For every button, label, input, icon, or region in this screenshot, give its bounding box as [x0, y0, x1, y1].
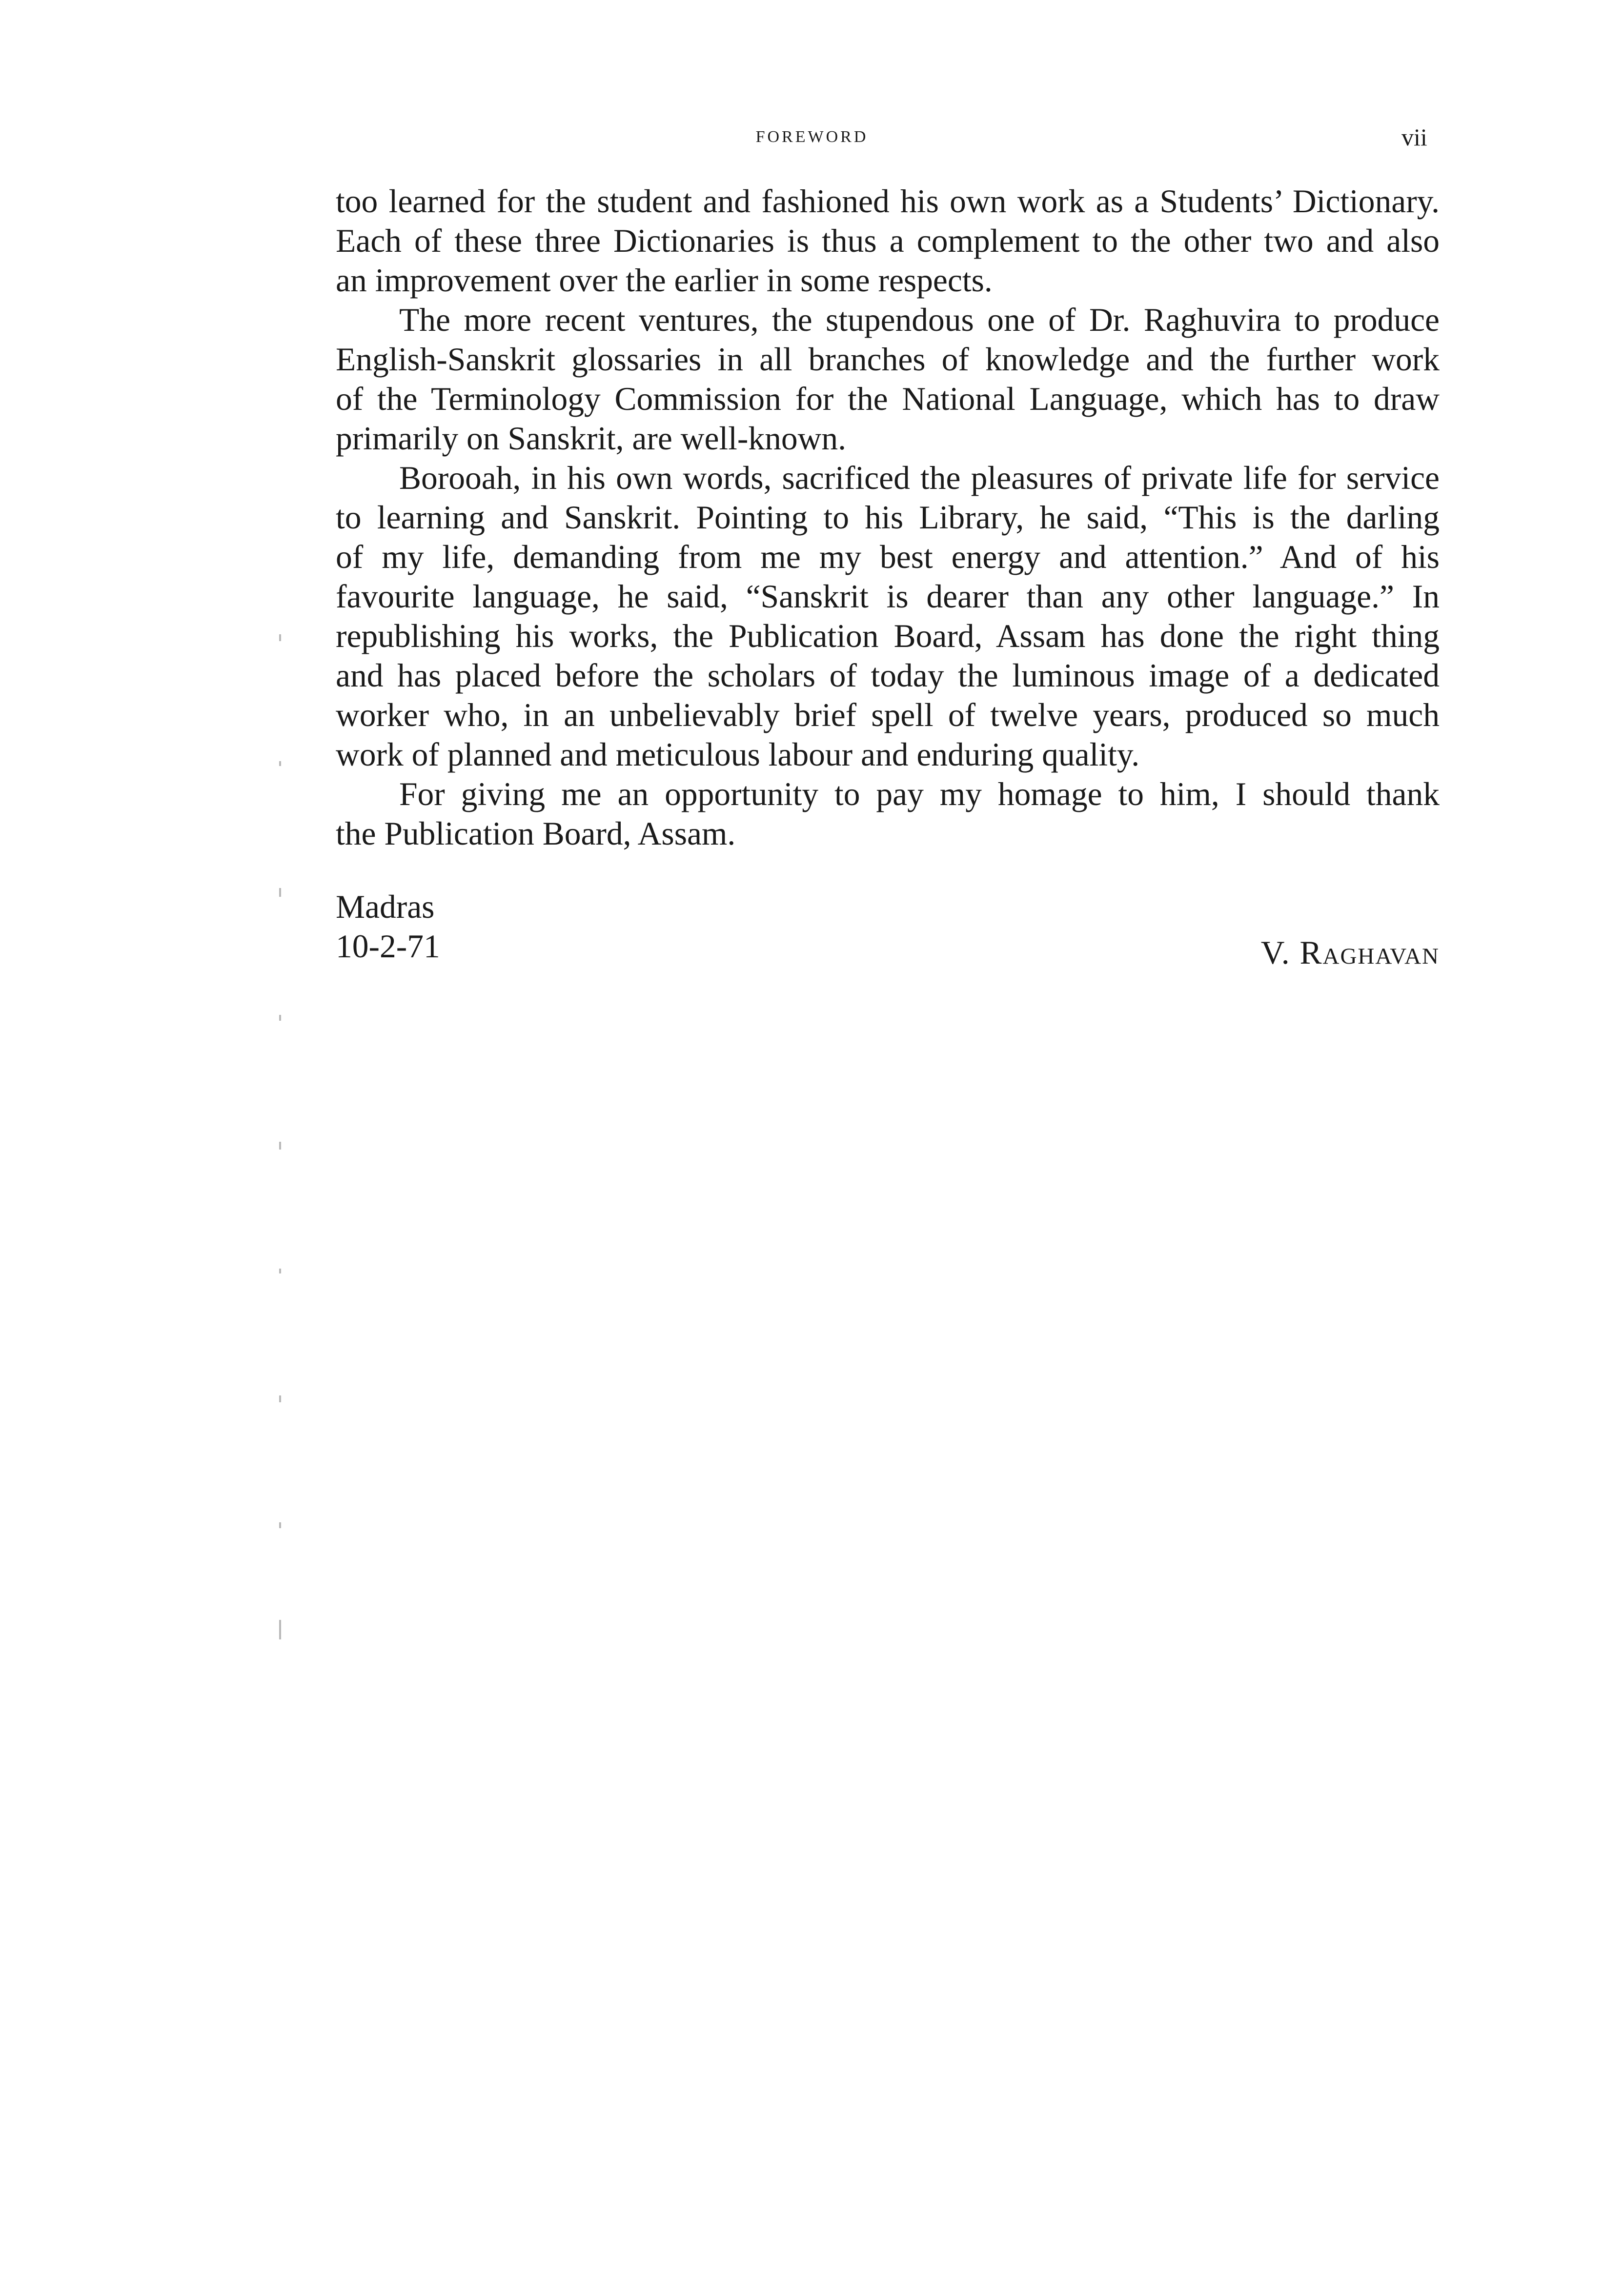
paragraph-3	[336, 458, 1440, 774]
text-line: the Publication Board, Assam.	[336, 815, 736, 852]
text-line: English-Sanskrit glossaries in all branches of knowledge and the further work	[336, 341, 1440, 378]
text-line: Borooah, in his own words, sacrificed the pleasures of private life for service	[399, 460, 1440, 496]
page-number: vii	[1401, 123, 1427, 151]
body-text	[336, 182, 1440, 853]
scan-speck	[279, 634, 281, 641]
text-line: and has placed before the scholars of today the luminous image of a dedicated	[336, 657, 1440, 694]
paragraph-2	[336, 300, 1440, 458]
scan-speck	[279, 1620, 281, 1639]
scan-speck	[279, 1269, 281, 1273]
text-line: favourite language, he said, “Sanskrit is dearer than any other language.” In	[336, 578, 1440, 615]
scan-speck	[279, 1522, 281, 1528]
text-line: The more recent ventures, the stupendous one of Dr. Raghuvira to produce	[399, 302, 1440, 338]
scan-margin-specks	[279, 634, 284, 1659]
closing-place: Madras	[336, 889, 435, 925]
text-line: worker who, in an unbelievably brief spell of twelve years, produced so much	[336, 697, 1440, 733]
text-line: republishing his works, the Publication Board, Assam has done the right thing	[336, 618, 1440, 654]
text-line: of my life, demanding from me my best energy and attention.” And of his	[336, 539, 1440, 575]
running-head: FOREWORD	[755, 128, 869, 146]
text-line: to learning and Sanskrit. Pointing to his Library, he said, “This is the darling	[336, 499, 1440, 536]
paragraph-1	[336, 182, 1440, 300]
scan-speck	[279, 1015, 281, 1021]
scan-speck	[279, 761, 281, 766]
text-line: of the Terminology Commission for the National Language, which has to draw	[336, 381, 1440, 417]
closing-date: 10-2-71	[336, 928, 440, 965]
scan-speck	[279, 1142, 281, 1150]
text-line: Each of these three Dictionaries is thus a complement to the other two and also	[336, 222, 1440, 259]
text-line: too learned for the student and fashioned his own work as a Students’ Dictionary.	[336, 183, 1440, 220]
text-line: For giving me an opportunity to pay my homage to him, I should thank	[399, 776, 1440, 812]
scan-speck	[279, 888, 281, 897]
signature: V. Raghavan	[1260, 934, 1440, 971]
paragraph-4	[336, 774, 1440, 853]
text-line: work of planned and meticulous labour and enduring quality.	[336, 736, 1140, 773]
scan-speck	[279, 1395, 281, 1402]
text-line: an improvement over the earlier in some respects.	[336, 262, 993, 299]
text-line: primarily on Sanskrit, are well-known.	[336, 420, 847, 457]
